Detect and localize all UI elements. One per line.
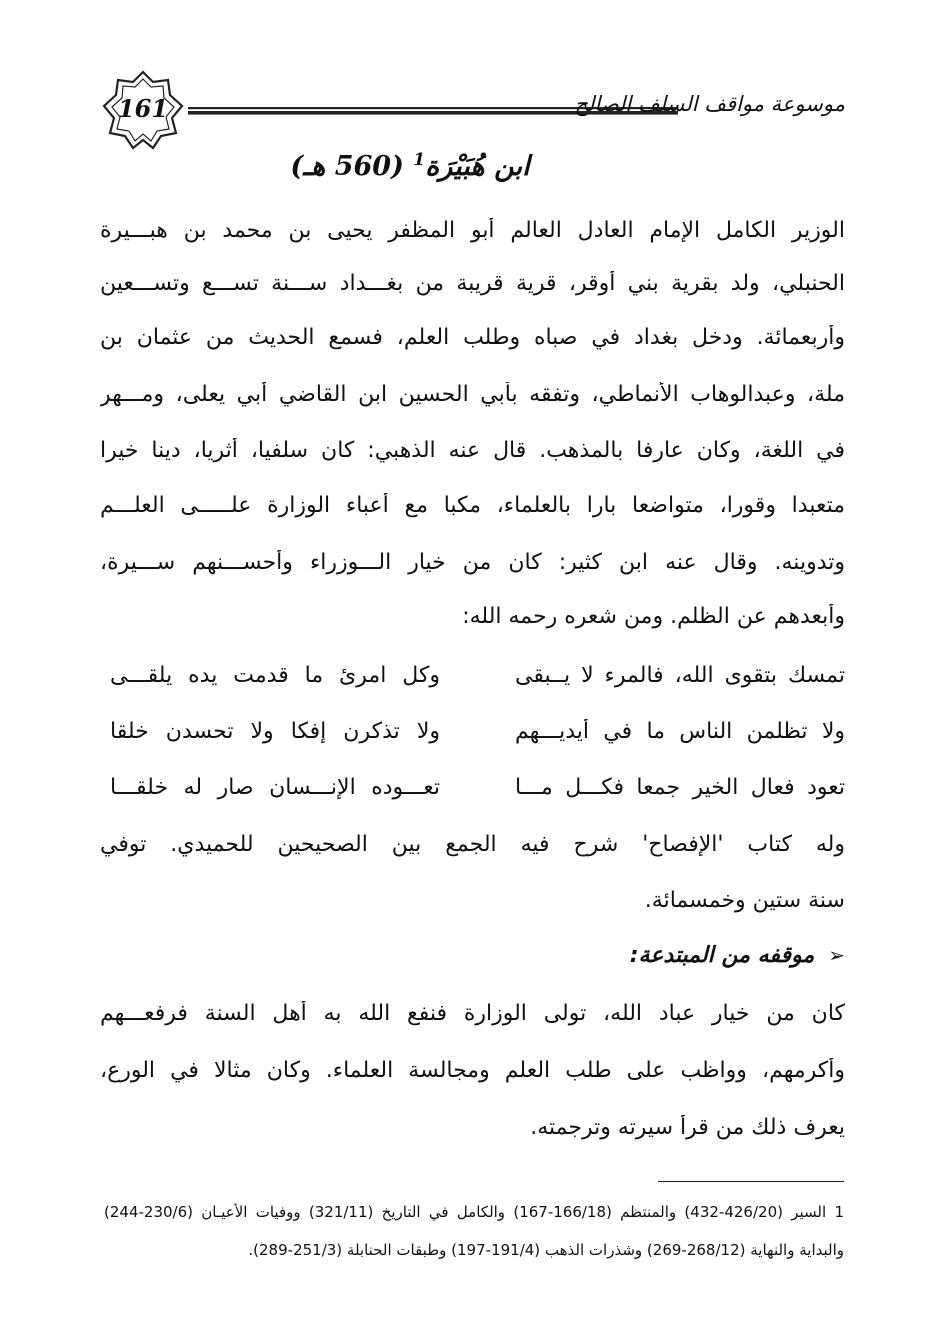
heading-footnote-ref: 1: [413, 150, 426, 170]
poem-first-hemistich: ولا تظلمن الناس ما في أيديـــهم: [515, 719, 845, 744]
body-line: الحنبلي، ولد بقرية بني أوقر، قرية قريبة من بغـــداد ســـنة تســـع وتســـعين: [100, 271, 845, 296]
body-line: كان من خيار عباد الله، تولى الوزارة فنفع الله به أهل السنة فرفعـــهم: [100, 1001, 845, 1026]
footnote-line: والبداية والنهاية (268/12-269) وشذرات الذهب (191/4-197) وطبقات الحنابلة (251/3-289).: [248, 1241, 844, 1259]
heading-year: (560 هـ): [290, 151, 404, 182]
poem-verse: [110, 719, 845, 753]
body-line: ملة، وعبدالوهاب الأنماطي، وتفقه بأبي الحسين ابن القاضي أبي يعلى، ومـــهر: [100, 382, 845, 407]
body-line: في اللغة، وكان عارفا بالمذهب. قال عنه الذهبي: كان سلفيا، أثريا، دينا خيرا: [100, 438, 845, 463]
poem-second-hemistich: ولا تذكرن إفكا ولا تحسدن خلقا: [110, 719, 440, 744]
body-line: وأربعمائة. ودخل بغداد في صباه وطلب العلم، فسمع الحديث من عثمان بن: [100, 325, 845, 350]
body-line: وتدوينه. وقال عنه ابن كثير: كان من خيار الـــوزراء وأحســـنهم ســـيرة،: [100, 550, 845, 575]
poem-first-hemistich: تعود فعال الخير جمعا فكـــل مـــا: [515, 775, 845, 800]
body-line: الوزير الكامل الإمام العادل العالم أبو المظفر يحيى بن محمد بن هبـــيرة: [100, 218, 845, 243]
poem-first-hemistich: تمسك بتقوى الله، فالمرء لا يــبقى: [515, 663, 845, 688]
poem-second-hemistich: وكل امرئ ما قدمت يده يلقـــى: [110, 663, 440, 688]
body-line: يعرف ذلك من قرأ سيرته وترجمته.: [530, 1115, 845, 1140]
footnote-separator: [658, 1181, 844, 1182]
page-number: 161: [117, 94, 169, 123]
body-line: وأبعدهم عن الظلم. ومن شعره رحمه الله:: [462, 604, 845, 629]
book-title: موسوعة مواقف السلف الصالح: [574, 92, 845, 116]
arrow-bullet-icon: ➢: [828, 943, 845, 967]
chapter-heading: [200, 150, 620, 182]
poem-verse: [110, 775, 845, 809]
section-subheading: [630, 943, 845, 968]
footnote-line: 1 السير (426/20-432) والمنتظم (166/18-167) والكامل في التاريخ (321/11) ووفيات الأعيـان (230/6-244): [104, 1203, 844, 1221]
poem-verse: [110, 663, 845, 697]
body-line: وأكرمهم، وواظب على طلب العلم ومجالسة العلماء. وكان مثالا في الورع،: [100, 1058, 845, 1083]
subheading-text: موقفه من المبتدعة:: [629, 943, 815, 968]
poem-second-hemistich: تعـــوده الإنـــسان صار له خلقـــا: [110, 775, 440, 800]
body-line: وله كتاب 'الإفصاح' شرح فيه الجمع بين الصحيحين للحميدي. توفي: [100, 832, 845, 857]
page-header: [100, 70, 845, 150]
heading-name: ابن هُبَيْرَة: [425, 151, 530, 182]
body-line: متعبدا وقورا، متواضعا بارا بالعلماء، مكبا مع أعباء الوزارة علـــــى العلـــم: [100, 493, 845, 518]
body-line: سنة ستين وخمسمائة.: [644, 888, 845, 913]
